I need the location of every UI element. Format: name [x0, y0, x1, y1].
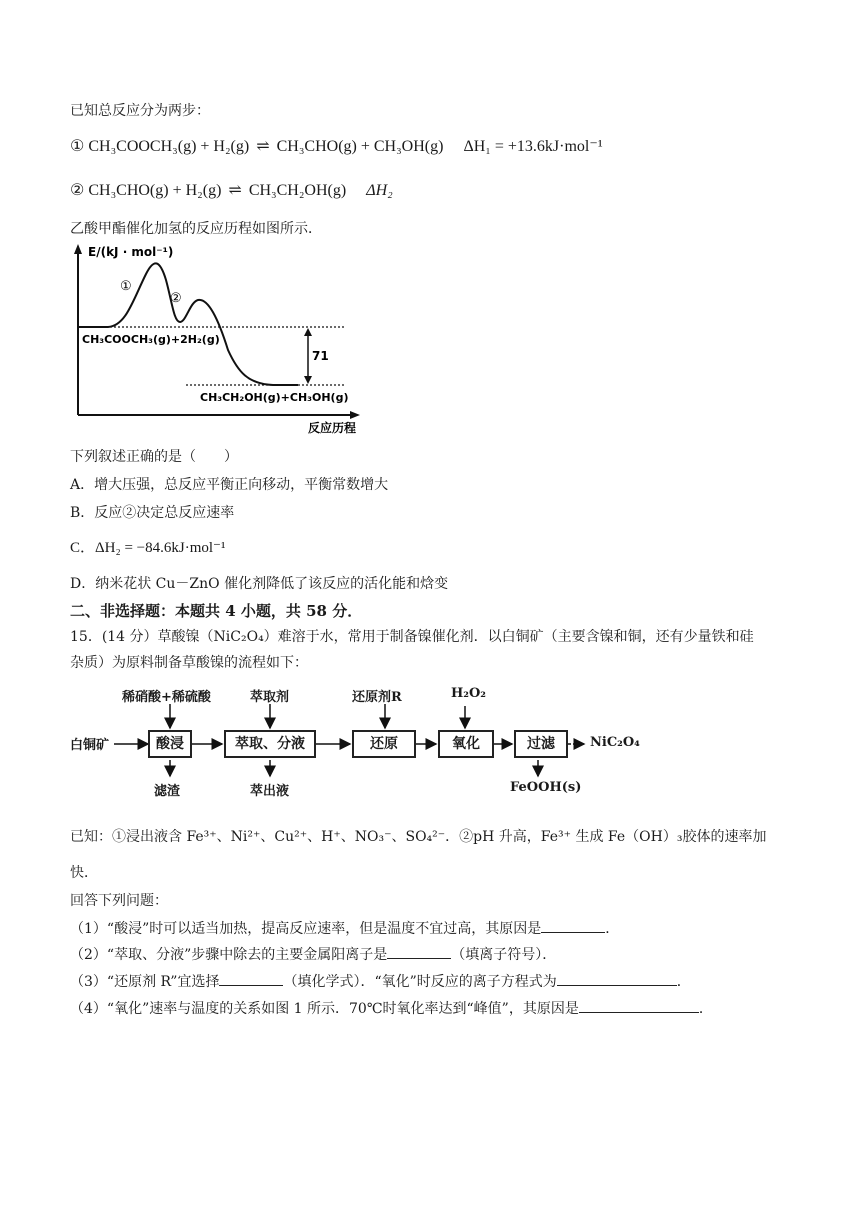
option-c: C．ΔH₂ = −84.6kJ·mol⁻¹ [70, 540, 226, 556]
flow-residue-5: FeOOH(s) [510, 780, 582, 795]
reactants-label: CH₃COOCH₃(g)+2H₂(g) [82, 333, 220, 346]
flow-feed: 白铜矿 [70, 738, 110, 753]
gap-arrow-up-icon [304, 328, 312, 336]
eq2-arrow: ⇌ [228, 182, 242, 199]
peak-2-label: ② [170, 291, 182, 306]
sub-question-1 [70, 918, 619, 938]
answer-intro: 回答下列问题： [70, 893, 168, 909]
energy-profile-diagram [68, 240, 368, 440]
sub-question-4 [70, 998, 713, 1018]
flow-residue-2: 萃出液 [250, 784, 290, 799]
eq2-left: CH₃CHO(g) + H₂(g) [88, 182, 222, 199]
section-heading: 二、非选择题：本题共 4 小题，共 58 分． [70, 602, 363, 620]
flow-reagent-3: 还原剂R [352, 690, 402, 705]
equation-2 [70, 180, 393, 200]
figure-caption: 乙酸甲酯催化加氢的反应历程如图所示． [70, 221, 322, 237]
eq2-marker: ② [70, 182, 85, 199]
flow-reagent-1: 稀硝酸+稀硫酸 [122, 690, 211, 705]
eq1-arrow: ⇌ [256, 138, 270, 155]
answer-blank-1[interactable] [541, 920, 605, 933]
question-stem: 下列叙述正确的是（ ） [70, 449, 238, 465]
gap-arrow-down-icon [304, 376, 312, 384]
sub-question-4-end: ． [698, 1001, 713, 1017]
q15-text-line-2: 杂质）为原料制备草酸镍的流程如下： [70, 655, 308, 671]
intro-text: 已知总反应分为两步： [70, 103, 210, 119]
x-axis-arrow-icon [350, 411, 360, 419]
flow-residue-1: 滤渣 [154, 784, 181, 799]
q15-text-line-1: 15．(14 分）草酸镍（NiC₂O₄）难溶于水，常用于制备镍催化剂．以白铜矿（主要含镍和铜，还有少量铁和硅 [70, 629, 754, 645]
sub-question-1-end: ． [605, 921, 620, 937]
sub-question-3-end: ． [676, 974, 691, 990]
process-flowchart [70, 684, 690, 800]
flow-reagent-2: 萃取剂 [250, 690, 290, 705]
sub-question-1-text: （1）“酸浸”时可以适当加热，提高反应速率，但是温度不宜过高，其原因是 [70, 921, 542, 937]
eq1-marker: ① [70, 138, 85, 155]
answer-blank-4[interactable] [579, 1000, 699, 1013]
sub-question-2 [70, 944, 556, 964]
option-a: A．增大压强，总反应平衡正向移动，平衡常数增大 [70, 477, 389, 493]
eq2-right: CH₃CH₂OH(g) [248, 182, 347, 199]
flow-reagent-4: H₂O₂ [451, 686, 486, 701]
energy-curve [78, 263, 298, 385]
flow-step-filtration: 过滤 [514, 730, 568, 758]
products-label: CH₃CH₂OH(g)+CH₃OH(g) [200, 391, 349, 404]
flow-product: NiC₂O₄ [590, 735, 640, 750]
sub-question-2-text: （2）“萃取、分液”步骤中除去的主要金属阳离子是 [70, 947, 388, 963]
y-axis-arrow-icon [74, 244, 82, 254]
option-b: B．反应②决定总反应速率 [70, 505, 235, 521]
answer-blank-3b[interactable] [557, 973, 677, 986]
answer-blank-2[interactable] [387, 946, 451, 959]
answer-blank-3a[interactable] [219, 973, 283, 986]
eq1-left: CH₃COOCH₃(g) + H₂(g) [88, 138, 250, 155]
sub-question-3 [70, 971, 691, 991]
known-line-1: 已知：①浸出液含 Fe³⁺、Ni²⁺、Cu²⁺、H⁺、NO₃⁻、SO₄²⁻．②pH 升高，Fe³⁺ 生成 Fe（OH）₃胶体的速率加 [70, 829, 767, 845]
flow-step-acid-leach: 酸浸 [148, 730, 192, 758]
sub-question-3-mid: （填化学式）．“氧化”时反应的离子方程式为 [283, 974, 557, 990]
sub-question-2-end: （填离子符号）． [451, 947, 557, 963]
flow-step-reduction: 还原 [352, 730, 416, 758]
flow-step-extraction: 萃取、分液 [224, 730, 316, 758]
eq2-dh: ΔH₂ [366, 182, 393, 199]
flow-step-oxidation: 氧化 [438, 730, 494, 758]
sub-question-4-text: （4）“氧化”速率与温度的关系如图 1 所示．70℃时氧化率达到“峰值”，其原因是 [70, 1001, 579, 1017]
y-axis-label: E/(kJ · mol⁻¹) [88, 245, 174, 259]
option-d: D．纳米花状 Cu－ZnO 催化剂降低了该反应的活化能和焓变 [70, 576, 449, 592]
eq1-right: CH₃CHO(g) + CH₃OH(g) [276, 138, 444, 155]
sub-question-3-text: （3）“还原剂 R”宜选择 [70, 974, 220, 990]
known-line-2: 快． [70, 865, 98, 881]
gap-value: 71 [312, 349, 329, 363]
peak-1-label: ① [120, 279, 132, 294]
equation-1 [70, 136, 603, 156]
eq1-dh: ΔH₁ = +13.6kJ·mol⁻¹ [463, 138, 603, 155]
x-axis-label: 反应历程 [308, 421, 357, 435]
